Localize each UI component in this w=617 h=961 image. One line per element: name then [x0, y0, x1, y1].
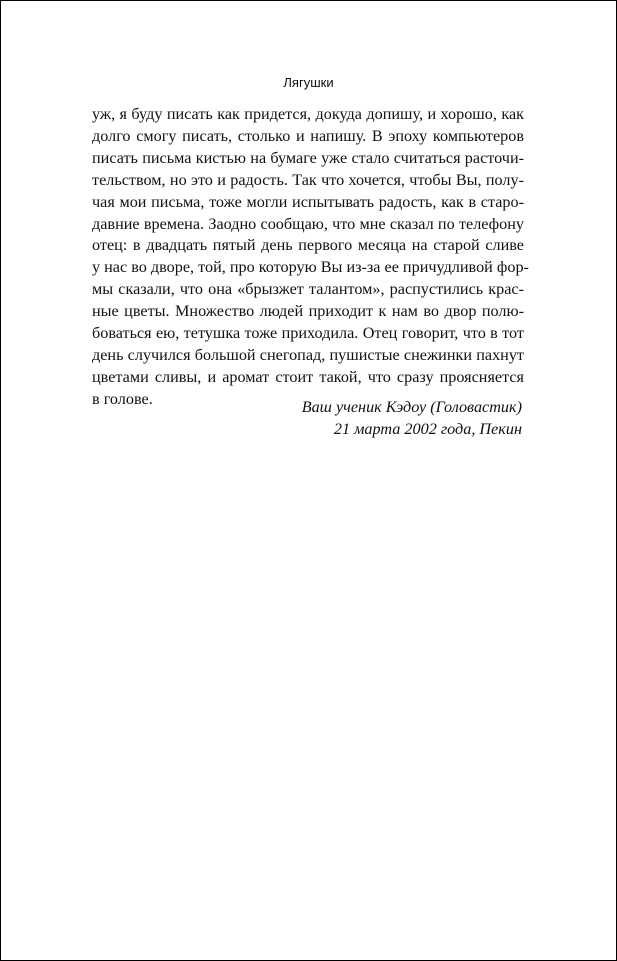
running-head: Лягушки	[283, 75, 334, 90]
text-line: писать письма кистью на бумаге уже стало считаться расточи-	[92, 148, 524, 167]
text-line: отец: в двадцать пятый день первого месяца на старой сливе	[92, 236, 524, 255]
text-line: ные цветы. Множество людей приходит к нам во двор полю-	[92, 302, 524, 321]
signature-author: Ваш ученик Кэдоу (Головастик)	[301, 398, 522, 416]
text-line: цветами сливы, и аромат стоит такой, что сразу проясняется	[92, 367, 524, 386]
body-text	[92, 104, 529, 411]
text-line: в голове.	[92, 389, 153, 408]
text-line: давние времена. Заодно сообщаю, что мне сказал по телефону	[92, 214, 524, 233]
text-line: боваться ею, тетушка тоже приходила. Отец говорит, что в тот	[92, 324, 524, 343]
text-line: чая мои письма, тоже могли испытывать радость, как в старо-	[92, 192, 524, 211]
text-line: долго смогу писать, столько и напишу. В эпоху компьютеров	[92, 126, 524, 145]
text-line: мы сказали, что она «брызжет талантом», распустились крас-	[92, 280, 524, 299]
text-line: уж, я буду писать как придется, докуда допишу, и хорошо, как	[92, 105, 524, 123]
text-line: день случился большой снегопад, пушистые снежинки пахнут	[92, 345, 524, 364]
text-line: у нас во дворе, той, про которую Вы из-за ее причудливой фор-	[92, 258, 529, 277]
signature-date-place: 21 марта 2002 года, Пекин	[333, 419, 522, 438]
text-line: тельством, но это и радость. Так что хочется, чтобы Вы, полу-	[92, 170, 524, 189]
letter-signature	[92, 397, 522, 441]
